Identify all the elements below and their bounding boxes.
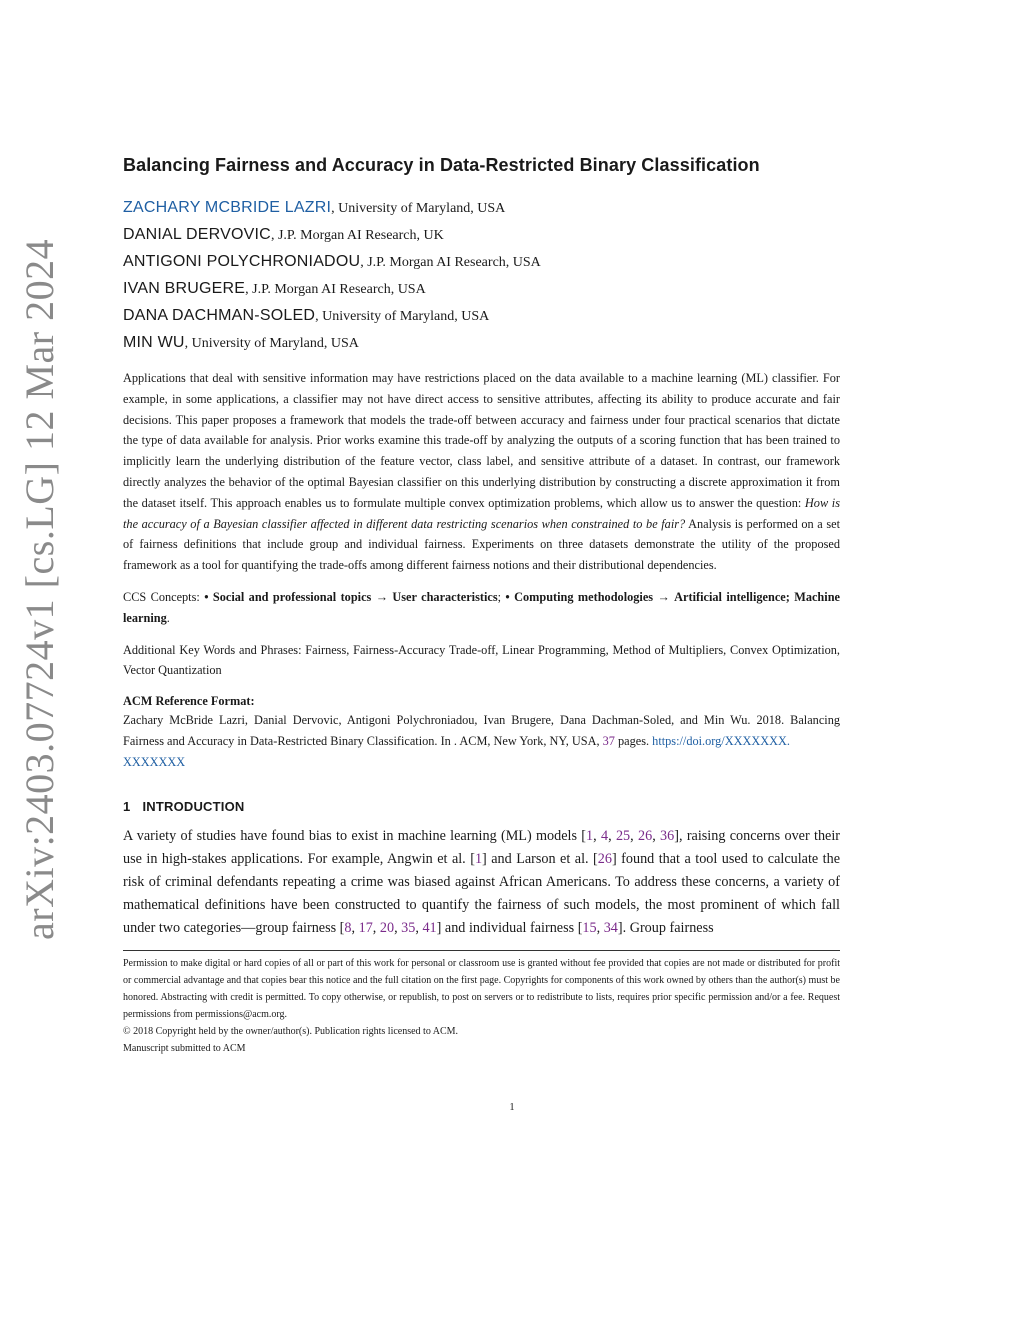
doi-link-continued[interactable]: XXXXXXX: [123, 754, 186, 769]
author-name-link[interactable]: ZACHARY MCBRIDE LAZRI: [123, 199, 332, 216]
permission-notice: Permission to make digital or hard copies of all or part of this work for personal or classroom use is granted without fee provided that copies are not made or distributed for profit or commercial advantage and that copies bear this notice and the full citation on the first page. Copyrights for components of this work owned by others than the author(s) must be honored. Abstracting with credit is permitted. To copy otherwise, or republish, to post on servers or to redistribute to lists, requires prior specific permission and/or a fee. Request permissions from permissions@acm.org.: [123, 957, 840, 1020]
abstract-text: Applications that deal with sensitive information may have restrictions placed on the data available to a machine learning (ML) classifier. For example, in some applications, a classifier may not have direct access to sensitive attributes, affecting its ability to produce accurate and fair decisions. This paper proposes a framework that models the trade-off between accuracy and fairness under four practical scenarios that dictate the type of data available for analysis. Prior works examine this trade-off by analyzing the outputs of a scoring function that has been trained to implicitly learn the underlying distribution of the feature vector, class label, and sensitive attribute of a dataset. In contrast, our framework directly analyzes the behavior of the optimal Bayesian classifier on this underlying distribution by constructing a discrete approximation it from the dataset itself. This approach enables us to formulate multiple convex optimization problems, which allow us to answer the question:: [123, 371, 840, 510]
citation-separator: ,: [372, 919, 380, 936]
acm-reference-heading: ACM Reference Format:: [123, 694, 255, 709]
author-name: IVAN BRUGERE: [123, 280, 246, 297]
ccs-end: .: [166, 610, 170, 625]
citation-link[interactable]: 1: [586, 827, 594, 844]
citation-separator: ,: [351, 919, 359, 936]
ccs-topic: • Social and professional topics: [204, 589, 372, 604]
author-affiliation: , J.P. Morgan AI Research, USA: [360, 255, 541, 270]
ccs-subtopic: Artificial intelligence;: [674, 589, 790, 604]
ccs-separator: ;: [497, 589, 506, 604]
citation-link[interactable]: 15: [582, 919, 597, 936]
citation-separator: ,: [394, 919, 402, 936]
citation-link[interactable]: 26: [638, 827, 653, 844]
author-affiliation: , J.P. Morgan AI Research, USA: [245, 282, 426, 297]
page-count-link[interactable]: 37: [602, 733, 615, 748]
intro-text: A variety of studies have found bias to exist in machine learning (ML) models [: [123, 827, 587, 844]
page-number: 1: [509, 1102, 515, 1113]
citation-link[interactable]: 34: [603, 919, 618, 936]
intro-paragraph: [123, 825, 840, 940]
citation-separator: ,: [608, 827, 616, 844]
citation-separator: ,: [596, 919, 604, 936]
ccs-topic: • Computing methodologies: [505, 589, 654, 604]
author-entry: [123, 275, 840, 302]
intro-text: ] found that a tool used to calculate the risk of criminal defendants repeating a crime was biased against African Americans. To address these concerns, a variety of mathematical definitions have been constructed to quantify the fairness of such models, the most prominent of which fall under two categories—group fairness [: [123, 850, 840, 936]
intro-text: ] and individual fairness [: [436, 919, 583, 936]
ccs-subtopic: User characteristics: [392, 589, 498, 604]
arxiv-stamp: arXiv:2403.07724v1 [cs.LG] 12 Mar 2024: [17, 238, 62, 940]
author-affiliation: , University of Maryland, USA: [315, 309, 490, 324]
ccs-arrow: →: [653, 589, 675, 604]
citation-separator: ,: [630, 827, 638, 844]
author-name: MIN WU: [123, 334, 185, 351]
manuscript-notice: Manuscript submitted to ACM: [123, 1042, 246, 1054]
section-title: INTRODUCTION: [142, 798, 245, 814]
acm-reference-pages: pages.: [614, 733, 653, 748]
keywords: Additional Key Words and Phrases: Fairness, Fairness-Accuracy Trade-off, Linear Programming, Method of Multipliers, Convex Optimization, Vector Quantization: [123, 642, 840, 678]
citation-link[interactable]: 17: [358, 919, 373, 936]
section-heading: [123, 797, 840, 817]
author-name: DANA DACHMAN-SOLED: [123, 307, 316, 324]
ccs-arrow: →: [371, 589, 393, 604]
author-entry: [123, 221, 840, 248]
author-name: DANIAL DERVOVIC: [123, 226, 271, 243]
author-affiliation: , University of Maryland, USA: [331, 201, 506, 216]
author-entry: [123, 329, 840, 356]
paper-title: Balancing Fairness and Accuracy in Data-Restricted Binary Classification: [123, 155, 760, 175]
citation-separator: ,: [652, 827, 661, 844]
citation-link[interactable]: 41: [422, 919, 437, 936]
citation-link[interactable]: 35: [401, 919, 416, 936]
page-content: [123, 150, 840, 1057]
intro-text: ], raising concerns over their use in high-stakes applications. For example, Angwin et al. [: [123, 827, 840, 867]
doi-link[interactable]: https://doi.org/XXXXXXX.: [652, 733, 790, 748]
ccs-concepts: [123, 587, 840, 629]
citation-link[interactable]: 26: [597, 850, 612, 867]
intro-text: ] and Larson et al. [: [482, 850, 598, 867]
citation-link[interactable]: 1: [474, 850, 483, 867]
citation-link[interactable]: 4: [601, 827, 609, 844]
ccs-subtopic: Machine learning: [123, 589, 840, 625]
author-name: ANTIGONI POLYCHRONIADOU: [123, 253, 361, 270]
abstract-text: Analysis is performed on a set of fairness definitions that include group and individual fairness. Experiments on three datasets demonstrate the utility of the proposed framework as a tool for quantifying the trade-offs among different fairness notions and their distributional dependencies.: [123, 516, 840, 573]
copyright-notice: © 2018 Copyright held by the owner/author(s). Publication rights licensed to ACM.: [123, 1025, 459, 1037]
author-list: [123, 194, 840, 356]
author-entry: [123, 302, 840, 329]
citation-separator: ,: [415, 919, 423, 936]
citation-link[interactable]: 8: [344, 919, 352, 936]
section-number: 1: [123, 798, 131, 814]
citation-link[interactable]: 36: [660, 827, 675, 844]
author-entry: [123, 194, 840, 221]
ccs-label: CCS Concepts:: [123, 589, 205, 604]
citation-link[interactable]: 25: [615, 827, 631, 844]
author-affiliation: , J.P. Morgan AI Research, UK: [270, 228, 444, 243]
author-affiliation: , University of Maryland, USA: [184, 336, 359, 351]
citation-link[interactable]: 20: [379, 919, 395, 936]
intro-text: ]. Group fairness: [617, 919, 714, 936]
acm-reference-citation: Zachary McBride Lazri, Danial Dervovic, Antigoni Polychroniadou, Ivan Brugere, Dana Dachman-Soled, and Min Wu. 2018. Balancing Fairness and Accuracy in Data-Restricted Binary Classification. In . ACM, New York, NY, USA,: [123, 713, 840, 748]
abstract: [123, 368, 840, 576]
footnote-divider: [123, 950, 840, 951]
abstract-question: How is the accuracy of a Bayesian classifier affected in different data restricting scenarios when constrained to be fair?: [123, 495, 841, 531]
citation-separator: ,: [593, 827, 601, 844]
acm-reference-text: [123, 710, 840, 772]
author-entry: [123, 248, 840, 275]
